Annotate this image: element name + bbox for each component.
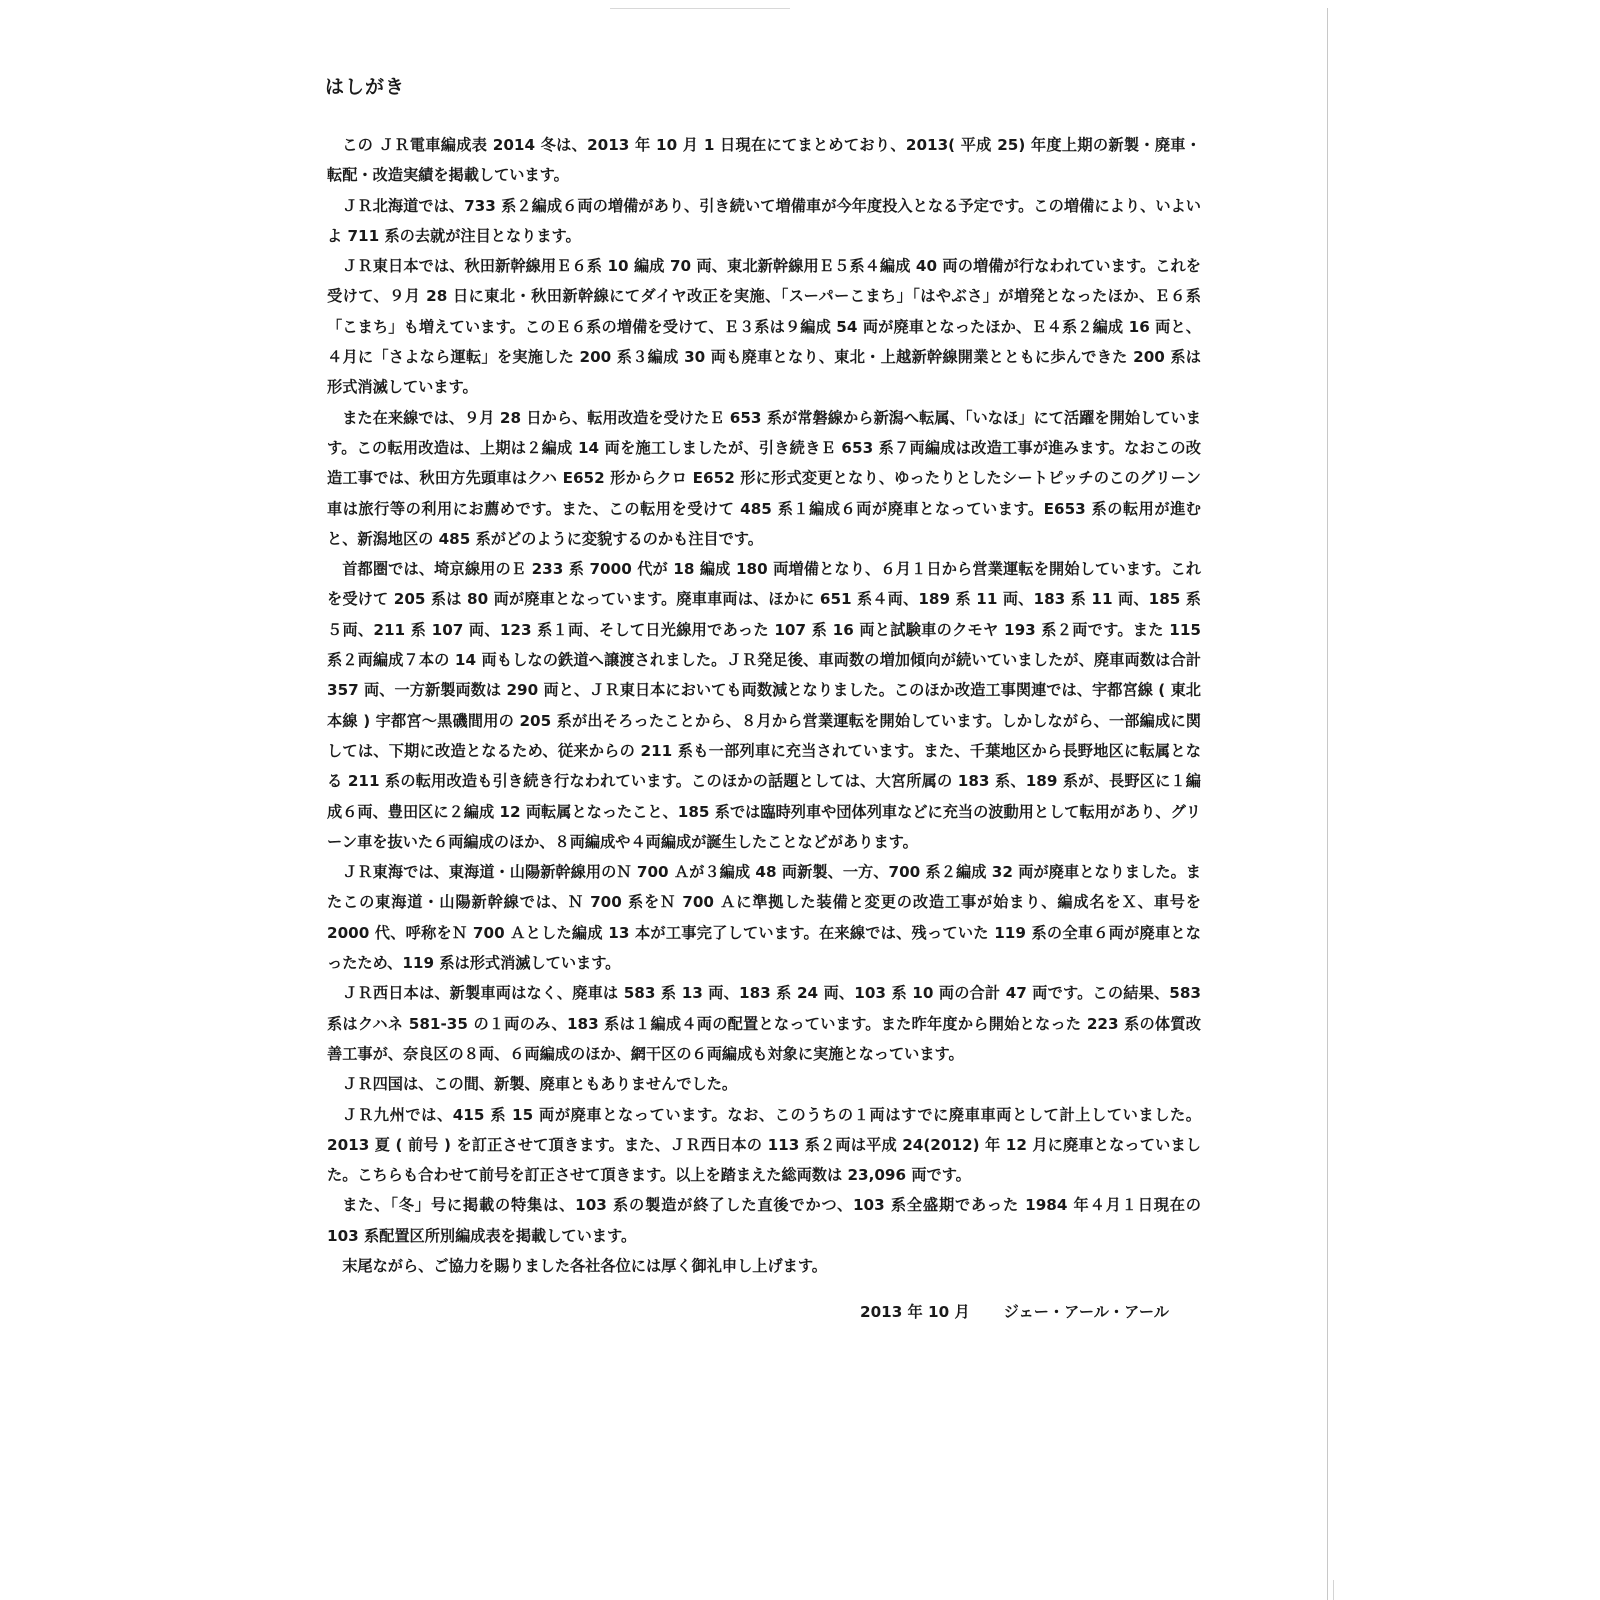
paragraph: ＪＲ東日本では、秋田新幹線用Ｅ６系 10 編成 70 両、東北新幹線用Ｅ５系４編成 40 両の増備が行なわれています。これを受けて、９月 28 日に東北・秋田新幹線にてダイヤ改正を実施、「スーパーこまち」「はやぶさ」が増発となったほか、Ｅ６系「こまち」も増えています。このＥ６系の増備を受けて、Ｅ３系は９編成 54 両が廃車となったほか、Ｅ４系２編成 16 両と、４月に「さよなら運転」を実施した 200 系３編成 30 両も廃車となり、東北・上越新幹線開業とともに歩んできた 200 系は形式消滅しています。 — [327, 257, 1201, 397]
preface-body — [327, 130, 1217, 1281]
paragraph: ＪＲ東海では、東海道・山陽新幹線用のＮ 700 Ａが３編成 48 両新製、一方、700 系２編成 32 両が廃車となりました。またこの東海道・山陽新幹線では、Ｎ 700 系をＮ 700 Ａに準拠した装備と変更の改造工事が始まり、編成名をＸ、車号を 2000 代、呼称をＮ 700 Ａとした編成 13 本が工事完了しています。在来線では、残っていた 119 系の全車６両が廃車となったため、119 系は形式消滅しています。 — [327, 863, 1201, 973]
paragraph: 首都圏では、埼京線用のＥ 233 系 7000 代が 18 編成 180 両増備となり、６月１日から営業運転を開始しています。これを受けて 205 系は 80 両が廃車となっています。廃車車両は、ほかに 651 系４両、189 系 11 両、183 系 11 両、185 系５両、211 系 107 両、123 系１両、そして日光線用であった 107 系 16 両と試験車のクモヤ 193 系２両です。また 115 系２両編成７本の 14 両もしなの鉄道へ譲渡されました。ＪＲ発足後、車両数の増加傾向が続いていましたが、廃車両数は合計 357 両、一方新製両数は 290 両と、ＪＲ東日本においても両数減となりました。このほか改造工事関連では、宇都宮線 ( 東北本線 ) 宇都宮〜黒磯間用の 205 系が出そろったことから、８月から営業運転を開始しています。しかしながら、一部編成に関しては、下期に改造となるため、従来からの 211 系も一部列車に充当されています。また、千葉地区から長野地区に転属となる 211 系の転用改造も引き続き行なわれています。このほかの話題としては、大宮所属の 183 系、189 系が、長野区に１編成６両、豊田区に２編成 12 両転属となったこと、185 系では臨時列車や団体列車などに充当の波動用として転用があり、グリーン車を抜いた６両編成のほか、８両編成や４両編成が誕生したことなどがあります。 — [327, 560, 1201, 851]
signature-author: ジェー・アール・アール — [1003, 1303, 1169, 1321]
scan-top-mark — [610, 8, 790, 9]
signature-date: 2013 年 10 月 — [860, 1303, 970, 1321]
paragraph: この ＪＲ電車編成表 2014 冬は、2013 年 10 月 1 日現在にてまとめており、2013( 平成 25) 年度上期の新製・廃車・転配・改造実績を掲載しています。 — [327, 136, 1201, 185]
paragraph: また、「冬」号に掲載の特集は、103 系の製造が終了した直後でかつ、103 系全盛期であった 1984 年４月１日現在の 103 系配置区所別編成表を掲載しています。 — [327, 1196, 1217, 1245]
scan-page-edge-secondary — [1333, 1580, 1334, 1600]
page-title: はしがき — [325, 76, 406, 98]
paragraph: ＪＲ西日本は、新製車両はなく、廃車は 583 系 13 両、183 系 24 両、103 系 10 両の合計 47 両です。この結果、583 系はクハネ 581-35 の１両のみ、183 系は１編成４両の配置となっています。また昨年度から開始となった 223 系の体質改善工事が、奈良区の８両、６両編成のほか、網干区の６両編成も対象に実施となっています。 — [327, 984, 1201, 1063]
paragraph: また在来線では、９月 28 日から、転用改造を受けたＥ 653 系が常磐線から新潟へ転属、「いなほ」にて活躍を開始しています。この転用改造は、上期は２編成 14 両を施工しましたが、引き続きＥ 653 系７両編成は改造工事が進みます。なおこの改造工事では、秋田方先頭車はクハ E652 形からクロ E652 形に形式変更となり、ゆったりとしたシートピッチのこのグリーン車は旅行等の利用にお薦めです。また、この転用を受けて 485 系１編成６両が廃車となっています。E653 系の転用が進むと、新潟地区の 485 系がどのように変貌するのかも注目です。 — [327, 408, 1201, 548]
scan-page-edge — [1327, 8, 1328, 1600]
paragraph: ＪＲ北海道では、733 系２編成６両の増備があり、引き続いて増備車が今年度投入となる予定です。この増備により、いよいよ 711 系の去就が注目となります。 — [327, 196, 1201, 245]
signature-line — [860, 1301, 1169, 1322]
paragraph: ＪＲ九州では、415 系 15 両が廃車となっています。なお、このうちの１両はすでに廃車車両として計上していました。2013 夏 ( 前号 ) を訂正させて頂きます。また、ＪＲ西日本の 113 系２両は平成 24(2012) 年 12 月に廃車となっていました。こちらも合わせて前号を訂正させて頂きます。以上を踏まえた総両数は 23,096 両です。 — [327, 1105, 1201, 1185]
paragraph: 末尾ながら、ご協力を賜りました各社各位には厚く御礼申し上げます。 — [342, 1256, 827, 1275]
paragraph: ＪＲ四国は、この間、新製、廃車ともありませんでした。 — [342, 1075, 738, 1094]
